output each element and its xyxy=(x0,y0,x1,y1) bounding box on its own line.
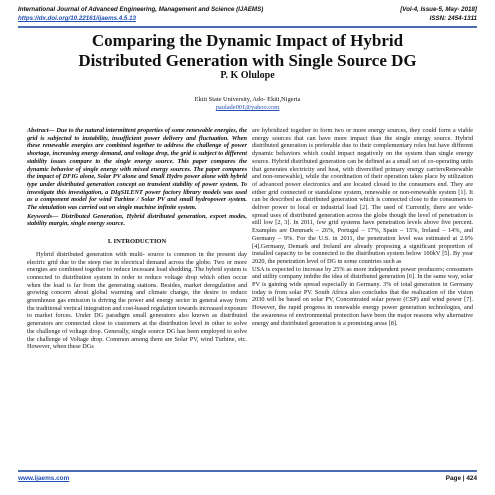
author-email xyxy=(0,104,495,111)
email-link[interactable]: paulade001@yahoo.com xyxy=(215,104,280,111)
body-paragraph-1: are hybridized together to form two or more energy sources, they could form a viable energy sources that can have more impact than the single energy source. Hybrid distributed generation is preferable due to their complementary roles but have different dynamic behaviors which could impact negatively on the system than single energy source. Hybrid distributed generation can be defined as a small set of co-operating units that generates electricity and heat, with diversified primary energy carriersRenewable and non-renewable), while the coordination of their operation takes place by utilization of advanced power electronics and are located closed to the consumers end. They are either grid connected or standalone system, renewable or non-renewable system [1]. It can be described as distributed generation which is connected close to the consumers to deliver power to local or industrial load [2]. The used of Currently, there are wide-spread uses of distributed generation across the globe though the level of penetration is still low [2, 3]. In 2011, few grid systems have penetration levels above five percent. Examples are Denmark – 26%, Portugal – 17%, Spain – 15%, Ireland – 14%, and Germany – 9%. For the U.S. in 2011, the penetration level was estimated at 2.9% [4].Germany, Demark and Ireland are already proposing a significant proportion of installed capacity to be connected to the distribution system below 100kV [5]. By year 2020, the penetration level of DG in some countries such as xyxy=(252,127,473,265)
affiliation: Ekiti State University, Ado- Ekiti,Nigeria xyxy=(194,96,301,103)
title-line-2: Distributed Generation with Single Source DG xyxy=(78,50,417,70)
section-heading-introduction: I. INTRODUCTION xyxy=(107,238,167,246)
running-header xyxy=(18,6,477,13)
title-line-1: Comparing the Dynamic Impact of Hybrid xyxy=(91,31,404,50)
journal-name: International Journal of Advanced Engineering, Management and Science (IJAEMS) xyxy=(18,6,264,13)
issn: ISSN: 2454-1311 xyxy=(429,15,477,22)
footer-rule xyxy=(18,470,477,472)
doi-row xyxy=(18,15,477,22)
issue-info: [Vol-4, Issue-5, May- 2018] xyxy=(400,6,477,13)
paper-title xyxy=(0,31,495,70)
journal-site-link[interactable]: www.ijaems.com xyxy=(18,475,70,482)
page-footer xyxy=(18,475,477,482)
introduction-paragraph: Hybrid distributed generation with multi- source is common in the present day electric grid due to the steep rise in electrical demand across the globe. Two or more energies are combined together to reduce incessant load shedding. The hybrid system is connected to distribution system in order to reduce voltage drop which often occur when the load is far from the generating stations. Besides, market deregulation and growing concern about global warming and climate change, the desire to reduce greenhouse gas emission is driving the power and energy sector in general away from the traditional vertical integration and cost-based regulation towards increased exposure to market forces. Under DG paradigm small generators also known as distributed generators are connected close to customers at the distribution level in other to solve the challenge of voltage drop. Generally, single source DG has been employed to solve the challenge of Voltage drop. Common among them are Solar PV, wind Turbine, etc. However, when these DGs xyxy=(27,250,247,351)
abstract: Abstract— Due to the natural intermittent properties of some renewable energies, the grid is subjected to instability, insufficient power delivery and fluctuation. When these renewable energies are combined together to address the challenge of power shortage, increasing energy demand, and voltage drop, the grid is subject to different stability issues compare to the single energy source. This paper compares the dynamic behavior of single energy with mixed energy sources. The paper compares the impact of DFIG alone, Solar PV alone and Small Hydro power alone with hybrid type under distributed generation concept on transient stability of power system. To investigate this investigation, a DIgSILENT power factory library models was used as a component model for wind Turbine / Solar PV and small hydropower system. The simulation was carried out on single machine infinite system. xyxy=(27,127,247,212)
header-rule xyxy=(18,26,477,28)
left-column xyxy=(27,127,247,351)
keywords: Keywords— Distributed Generation, Hybrid distributed generation, export modes, stability margin, single energy source. xyxy=(27,212,247,228)
right-column xyxy=(252,127,473,327)
page-number: Page | 424 xyxy=(445,475,477,482)
body-paragraph-2: USA is expected to increase by 25% as more independent power producers; consumers and utility company imbibe the idea of distributed generation [6]. In the same way, solar PV is gaining wide spread especially in Germany. 3% of total generation in Germany today is from solar PV. South Africa also concludes that the realization of the vision 2030 will be based on solar PV, Concentrated solar power (CSP) and wind power [7]. However, the rapid progress in renewable energy power generation technologies, and the awareness of environmental protection have been the major reasons why alternative energy and distributed generation is a promising areas [8]. xyxy=(252,265,473,327)
doi-link[interactable]: https://dx.doi.org/10.22161/ijaems.4.5.13 xyxy=(18,15,136,22)
author-name: P. K Olulope xyxy=(220,70,275,81)
